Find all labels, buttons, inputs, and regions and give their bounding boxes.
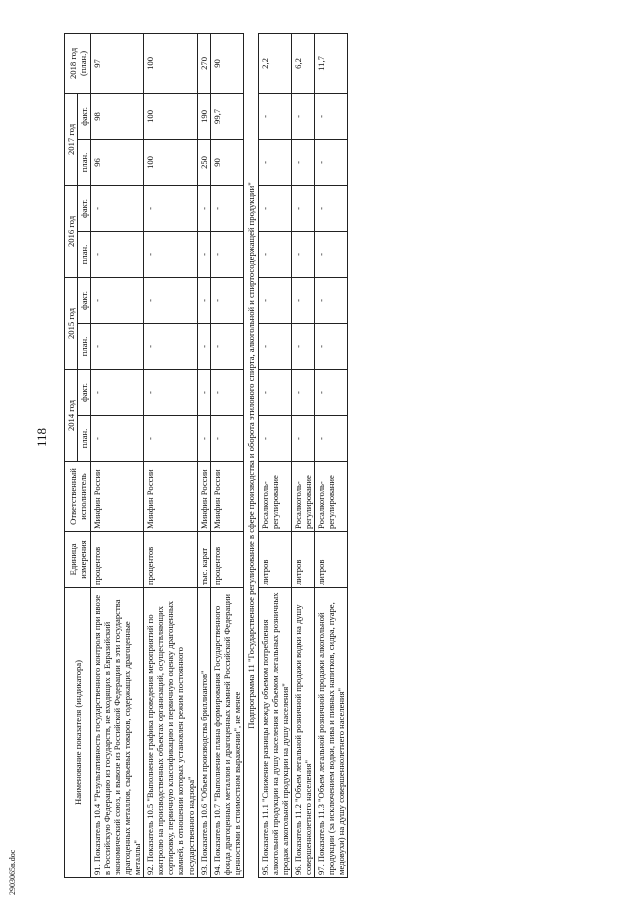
value-cell: 100 bbox=[144, 33, 197, 93]
value-cell: 2,2 bbox=[258, 33, 291, 93]
header-year: 2014 год bbox=[65, 369, 78, 461]
value-cell: - bbox=[210, 369, 243, 415]
value-cell: - bbox=[258, 369, 291, 415]
page-number: 118 bbox=[34, 427, 49, 447]
value-cell: 250 bbox=[197, 139, 210, 185]
subprogram-row bbox=[243, 33, 258, 877]
value-cell: 96 bbox=[91, 139, 144, 185]
responsible-cell: Росалкоголь- регулирование bbox=[258, 462, 291, 532]
table-body bbox=[91, 33, 348, 877]
unit-cell: процентов bbox=[210, 532, 243, 588]
value-cell: - bbox=[210, 231, 243, 277]
value-cell: - bbox=[291, 369, 314, 415]
value-cell: - bbox=[291, 277, 314, 323]
header-plan: план. bbox=[78, 231, 91, 277]
value-cell: - bbox=[144, 416, 197, 462]
header-year: 2016 год bbox=[65, 185, 78, 277]
value-cell: - bbox=[258, 139, 291, 185]
value-cell: - bbox=[315, 139, 348, 185]
value-cell: 90 bbox=[210, 33, 243, 93]
table-row bbox=[315, 33, 348, 877]
unit-cell: тыс. карат bbox=[197, 532, 210, 588]
value-cell: - bbox=[210, 323, 243, 369]
table-row bbox=[210, 33, 243, 877]
responsible-cell: Минфин России bbox=[197, 462, 210, 532]
value-cell: - bbox=[210, 416, 243, 462]
responsible-cell: Минфин России bbox=[91, 462, 144, 532]
value-cell: - bbox=[258, 93, 291, 139]
rotated-page bbox=[64, 38, 608, 878]
value-cell: - bbox=[291, 231, 314, 277]
header-responsible: Ответственный исполнитель bbox=[65, 462, 91, 532]
document-footer: 2903065в.doc bbox=[8, 849, 17, 895]
table-row bbox=[91, 33, 144, 877]
indicator-table bbox=[64, 33, 348, 878]
indicator-name: 95. Показатель 11.1 "Снижение разницы между объемом потребления алкогольной продукции на душу населения и объемом легальных розничных продаж алкогольной продукции на душу населения" bbox=[258, 588, 291, 878]
value-cell: - bbox=[315, 231, 348, 277]
value-cell: - bbox=[258, 416, 291, 462]
unit-cell: процентов bbox=[144, 532, 197, 588]
value-cell: - bbox=[291, 139, 314, 185]
value-cell: - bbox=[197, 369, 210, 415]
value-cell: - bbox=[210, 185, 243, 231]
value-cell: - bbox=[144, 369, 197, 415]
header-year: 2017 год bbox=[65, 93, 78, 185]
indicator-name: 96. Показатель 11.2 "Объем легальной розничной продажи водки на душу совершеннолетнего населения" bbox=[291, 588, 314, 878]
value-cell: - bbox=[144, 185, 197, 231]
responsible-cell: Минфин России bbox=[210, 462, 243, 532]
value-cell: - bbox=[315, 323, 348, 369]
value-cell: - bbox=[291, 185, 314, 231]
value-cell: - bbox=[197, 231, 210, 277]
value-cell: - bbox=[91, 277, 144, 323]
value-cell: - bbox=[144, 323, 197, 369]
value-cell: - bbox=[91, 185, 144, 231]
unit-cell: литров bbox=[258, 532, 291, 588]
value-cell: - bbox=[258, 277, 291, 323]
value-cell: - bbox=[291, 93, 314, 139]
header-fact: факт. bbox=[78, 369, 91, 415]
value-cell: - bbox=[91, 323, 144, 369]
unit-cell: процентов bbox=[91, 532, 144, 588]
value-cell: - bbox=[291, 416, 314, 462]
value-cell: - bbox=[315, 416, 348, 462]
value-cell: 6,2 bbox=[291, 33, 314, 93]
header-plan: план. bbox=[78, 323, 91, 369]
header-year: 2015 год bbox=[65, 277, 78, 369]
table-row bbox=[197, 33, 210, 877]
value-cell: 99,7 bbox=[210, 93, 243, 139]
value-cell: - bbox=[91, 369, 144, 415]
value-cell: 90 bbox=[210, 139, 243, 185]
indicator-name: 97. Показатель 11.3 "Объем легальной розничной продажи алкогольной продукции (за исключением водки, пива и пивных напитков, сидра, пуаре, медовухи) на душу совершеннолетнего населения" bbox=[315, 588, 348, 878]
header-unit: Единица измерения bbox=[65, 532, 91, 588]
value-cell: 190 bbox=[197, 93, 210, 139]
responsible-cell: Росалкоголь- регулирование bbox=[315, 462, 348, 532]
header-row-1 bbox=[65, 33, 78, 877]
header-name: Наименование показателя (индикатора) bbox=[65, 588, 91, 878]
value-cell: 100 bbox=[144, 93, 197, 139]
header-fact: факт. bbox=[78, 277, 91, 323]
value-cell: 11,7 bbox=[315, 33, 348, 93]
value-cell: - bbox=[258, 231, 291, 277]
value-cell: - bbox=[258, 323, 291, 369]
value-cell: - bbox=[210, 277, 243, 323]
value-cell: - bbox=[315, 277, 348, 323]
value-cell: - bbox=[315, 93, 348, 139]
indicator-name: 91. Показатель 10.4 "Результативность государственного контроля при ввозе в Российскую Федерацию из государств, не входящих в Евразийский экономический союз, и вывозе из Российской Федерации в эти государства драгоценных металлов, сырьевых товаров, содержащих драгоценные металлы" bbox=[91, 588, 144, 878]
header-fact: факт. bbox=[78, 93, 91, 139]
value-cell: - bbox=[144, 231, 197, 277]
value-cell: - bbox=[197, 185, 210, 231]
value-cell: - bbox=[197, 416, 210, 462]
value-cell: 100 bbox=[144, 139, 197, 185]
value-cell: - bbox=[91, 231, 144, 277]
indicator-name: 94. Показатель 10.7 "Выполнение плана формирования Государственного фонда драгоценных металлов и драгоценных камней Российской Федерации ценностями в стоимостном выражении", не менее bbox=[210, 588, 243, 878]
value-cell: - bbox=[91, 416, 144, 462]
header-plan: план. bbox=[78, 139, 91, 185]
value-cell: 98 bbox=[91, 93, 144, 139]
value-cell: - bbox=[144, 277, 197, 323]
header-fact: факт. bbox=[78, 185, 91, 231]
table-row bbox=[144, 33, 197, 877]
header-2018: 2018 год (план.) bbox=[65, 33, 91, 93]
value-cell: - bbox=[291, 323, 314, 369]
header-plan: план. bbox=[78, 416, 91, 462]
value-cell: - bbox=[258, 185, 291, 231]
subprogram-title: Подпрограмма 11 "Государственное регулирование в сфере производства и оборота этилового спирта, алкогольной и спиртосодержащей продукции" bbox=[245, 182, 256, 729]
indicator-name: 93. Показатель 10.6 "Объем производства бриллиантов" bbox=[197, 588, 210, 878]
value-cell: - bbox=[197, 323, 210, 369]
unit-cell: литров bbox=[291, 532, 314, 588]
responsible-cell: Минфин России bbox=[144, 462, 197, 532]
table-row bbox=[258, 33, 291, 877]
value-cell: - bbox=[197, 277, 210, 323]
unit-cell: литров bbox=[315, 532, 348, 588]
responsible-cell: Росалкоголь- регулирование bbox=[291, 462, 314, 532]
value-cell: 270 bbox=[197, 33, 210, 93]
table-row bbox=[291, 33, 314, 877]
value-cell: - bbox=[315, 185, 348, 231]
value-cell: - bbox=[315, 369, 348, 415]
indicator-name: 92. Показатель 10.5 "Выполнение графика проведения мероприятий по контролю на производственных объектах организаций, осуществляющих сортировку, первичную классификацию и первичную оценку драгоценных камней, в отношении которых установлен режим постоянного государственного надзора" bbox=[144, 588, 197, 878]
value-cell: 97 bbox=[91, 33, 144, 93]
